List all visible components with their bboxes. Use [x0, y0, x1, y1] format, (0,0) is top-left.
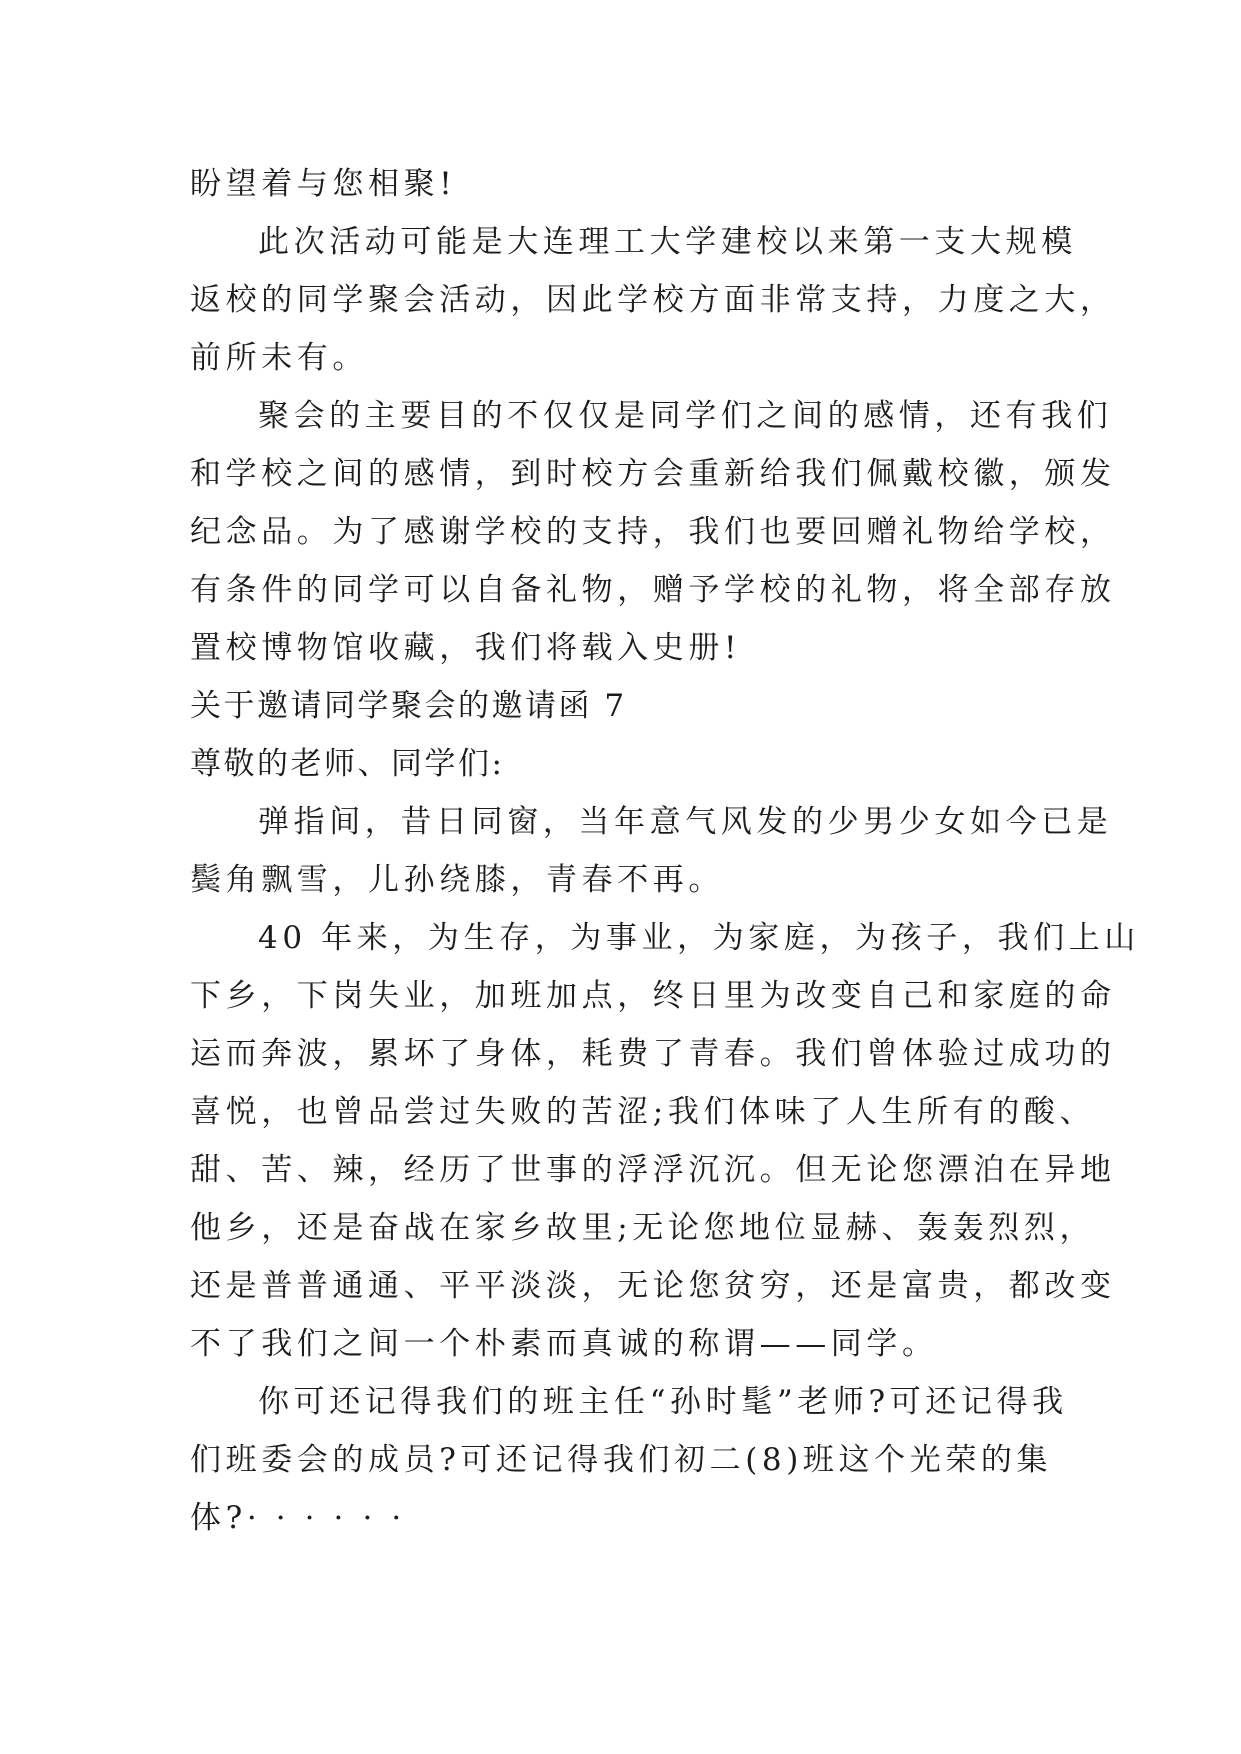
text-line: 们班委会的成员?可还记得我们初二(8)班这个光荣的集	[190, 1442, 1053, 1478]
text-line: 纪念品。为了感谢学校的支持，我们也要回赠礼物给学校，	[190, 514, 1116, 550]
text-line: 还是普普通通、平平淡淡，无论您贫穷，还是富贵，都改变	[190, 1268, 1116, 1304]
text-line: 置校博物馆收藏，我们将载入史册!	[190, 630, 742, 666]
text-line: 和学校之间的感情，到时校方会重新给我们佩戴校徽，颁发	[190, 456, 1116, 492]
text-line: 盼望着与您相聚!	[190, 166, 457, 202]
text-line: 有条件的同学可以自备礼物，赠予学校的礼物，将全部存放	[190, 572, 1116, 608]
text-line: 运而奔波，累坏了身体，耗费了青春。我们曾体验过成功的	[190, 1036, 1116, 1072]
section-title: 关于邀请同学聚会的邀请函 7	[190, 688, 627, 724]
text-line: 不了我们之间一个朴素而真诚的称谓——同学。	[190, 1326, 938, 1362]
text-line: 体?· · · · · ·	[190, 1500, 406, 1536]
text-line: 下乡，下岗失业，加班加点，终日里为改变自己和家庭的命	[190, 978, 1116, 1014]
paragraph-start-line: 弹指间，昔日同窗，当年意气风发的少男少女如今已是	[258, 804, 1113, 840]
document-page	[190, 155, 1140, 1547]
text-line: 甜、苦、辣，经历了世事的浮浮沉沉。但无论您漂泊在异地	[190, 1152, 1116, 1188]
text-line: 鬓角飘雪，儿孙绕膝，青春不再。	[190, 862, 724, 898]
salutation: 尊敬的老师、同学们:	[190, 746, 505, 782]
paragraph-start-line: 此次活动可能是大连理工大学建校以来第一支大规模	[258, 224, 1077, 260]
text-line: 返校的同学聚会活动，因此学校方面非常支持，力度之大，	[190, 282, 1116, 318]
text-line: 他乡，还是奋战在家乡故里;无论您地位显赫、轰轰烈烈，	[190, 1210, 1096, 1246]
text-line: 喜悦，也曾品尝过失败的苦涩;我们体味了人生所有的酸、	[190, 1094, 1096, 1130]
paragraph-start-line: 你可还记得我们的班主任“孙时髦”老师?可还记得我	[258, 1384, 1068, 1420]
text-line: 前所未有。	[190, 340, 368, 376]
paragraph-start-line: 聚会的主要目的不仅仅是同学们之间的感情，还有我们	[258, 398, 1113, 434]
paragraph-start-line: 40 年来，为生存，为事业，为家庭，为孩子，我们上山	[258, 920, 1140, 956]
